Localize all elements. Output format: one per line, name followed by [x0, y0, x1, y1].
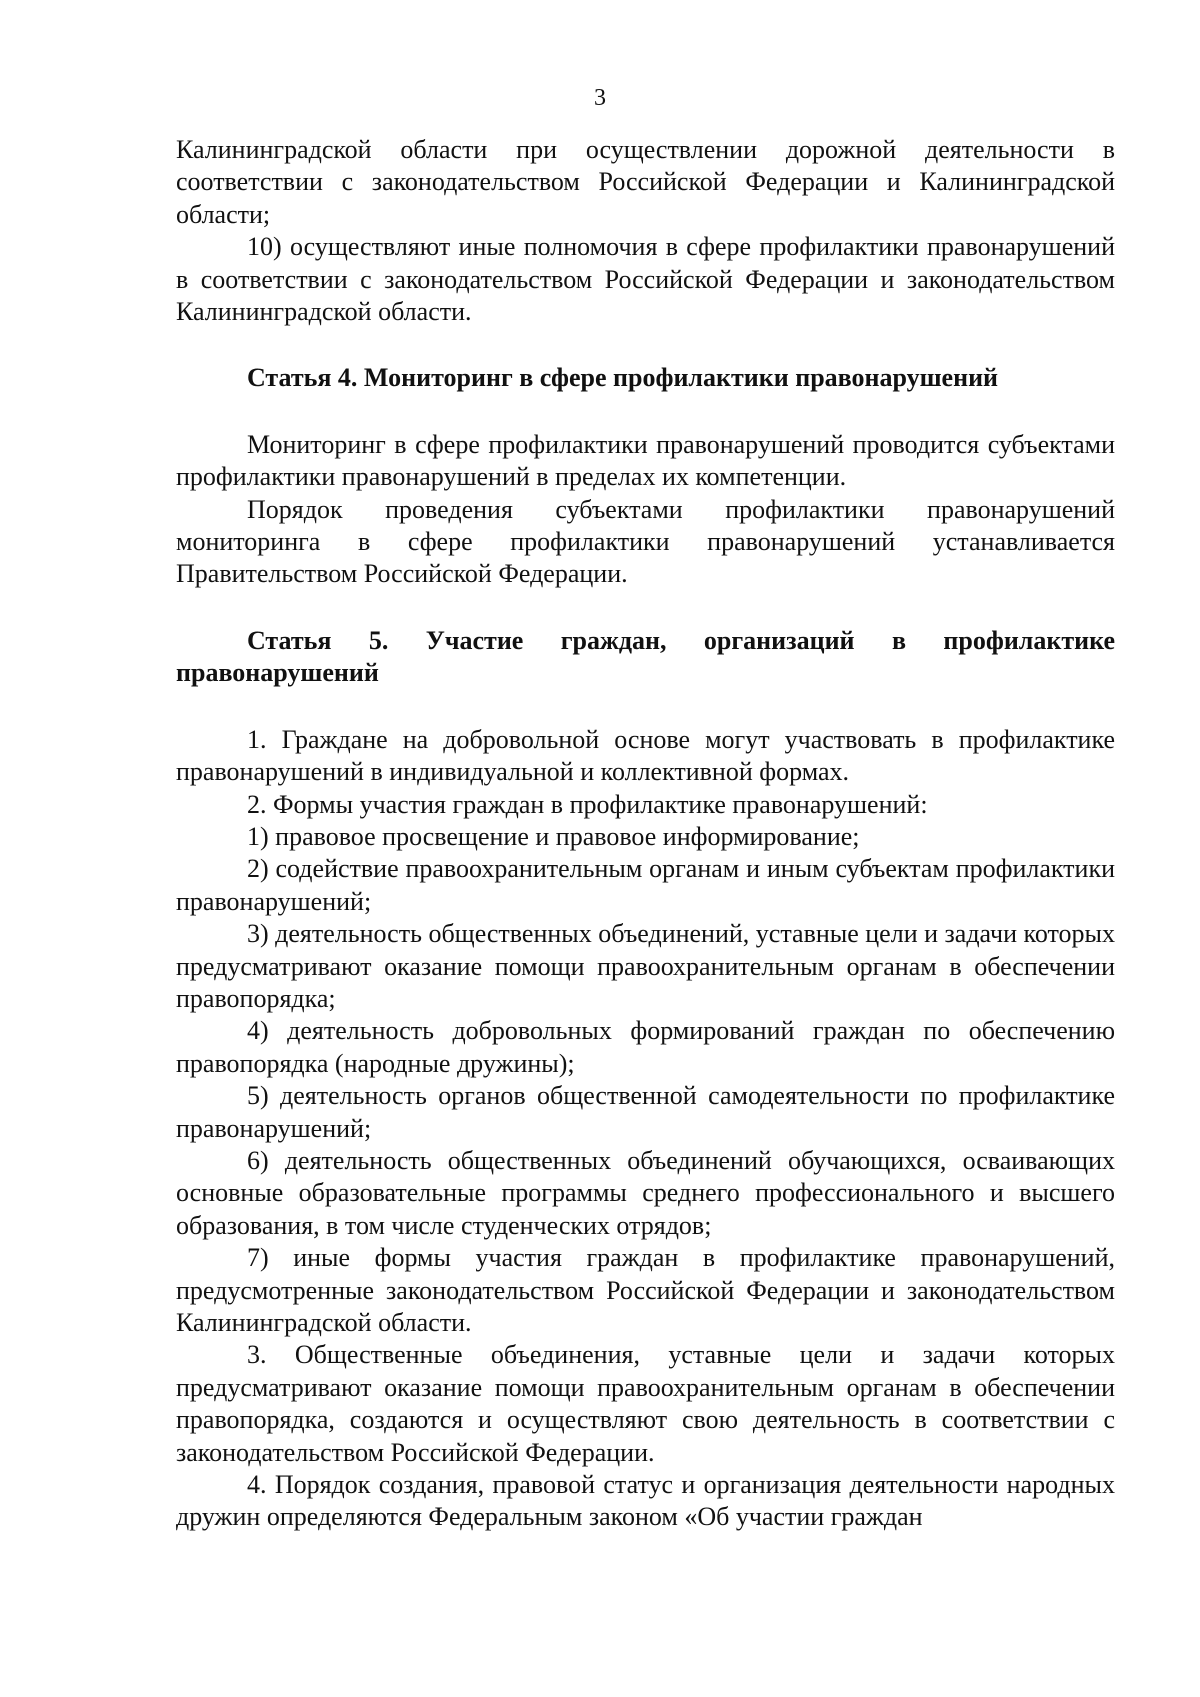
article-5-list-item: 7) иные формы участия граждан в профилактике правонарушений, предусмотренные законодательством Российской Федерации и законодательством Калининградской области. — [176, 1243, 1115, 1337]
paragraph-continuation: Калининградской области при осуществлении дорожной деятельности в соответствии с законодательством Российской Федерации и Калининградской области; — [176, 135, 1115, 229]
article-5-paragraph: 2. Формы участия граждан в профилактике правонарушений: — [247, 789, 928, 819]
paragraph-item-10: 10) осуществляют иные полномочия в сфере профилактики правонарушений в соответствии с законодательством Российской Федерации и законодательством Калининградской области. — [176, 232, 1115, 327]
article-5-list-item: 3) деятельность общественных объединений, уставные цели и задачи которых предусматривают оказание помощи правоохранительным органам в обеспечении правопорядка; — [176, 919, 1116, 1013]
article-4-heading: Статья 4. Мониторинг в сфере профилактики правонарушений — [247, 363, 999, 393]
article-4-paragraph: Порядок проведения субъектами профилактики правонарушений мониторинга в сфере профилактики правонарушений устанавливается Правительством Российской Федерации. — [176, 494, 1115, 589]
article-5-list-item: 5) деятельность органов общественной самодеятельности по профилактике правонарушений; — [176, 1081, 1115, 1143]
article-5-heading: Статья 5. Участие граждан, организаций в профилактике правонарушений — [176, 625, 1115, 688]
article-5-list-item: 1) правовое просвещение и правовое информирование; — [247, 821, 860, 851]
page-number: 3 — [594, 85, 606, 111]
article-4-paragraph: Мониторинг в сфере профилактики правонарушений проводится субъектами профилактики правонарушений в пределах их компетенции. — [176, 429, 1115, 492]
article-5-list-item: 2) содействие правоохранительным органам и иным субъектам профилактики правонарушений; — [176, 854, 1115, 916]
article-5-paragraph: 1. Граждане на добровольной основе могут участвовать в профилактике правонарушений в индивидуальной и коллективной формах. — [176, 724, 1115, 787]
article-5-list-item: 6) деятельность общественных объединений обучающихся, осваивающих основные образовательные программы среднего профессионального и высшего образования, в том числе студенческих отрядов; — [176, 1145, 1115, 1240]
document-body — [176, 134, 1115, 1534]
article-5-paragraph: 4. Порядок создания, правовой статус и организация деятельности народных дружин определяются Федеральным законом «Об участии граждан — [176, 1470, 1115, 1532]
article-5-list-item: 4) деятельность добровольных формирований граждан по обеспечению правопорядка (народные дружины); — [176, 1016, 1115, 1078]
article-5-paragraph: 3. Общественные объединения, уставные цели и задачи которых предусматривают оказание помощи правоохранительным органам в обеспечении правопорядка, создаются и осуществляют свою деятельность в соответствии с законодательством Российской Федерации. — [176, 1340, 1115, 1467]
